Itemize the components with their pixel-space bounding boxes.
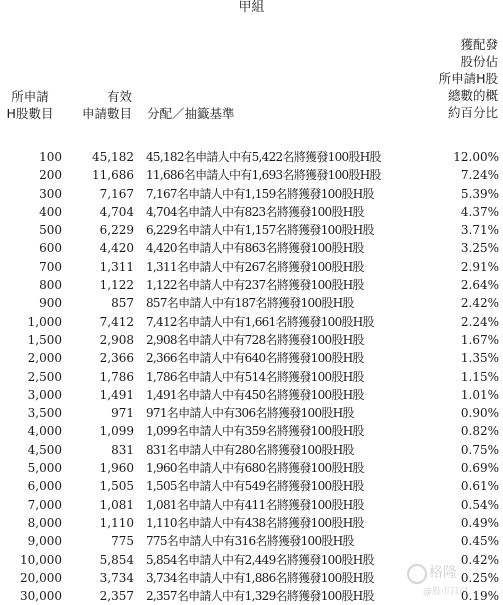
allocation-basis-cell: 6,229名申請人中有1,157名將獲發100股H股 [146, 223, 374, 238]
valid-applications-cell: 1,960 [99, 461, 134, 476]
table-row [0, 185, 503, 203]
watermark [405, 560, 503, 600]
allocation-basis-cell: 1,122名申請人中有237名將獲發100股H股 [146, 278, 364, 293]
table-row [0, 239, 503, 257]
allocation-basis-cell: 857名申請人中有187名將獲發100股H股 [146, 296, 354, 311]
valid-applications-cell: 775 [111, 534, 134, 549]
allocation-basis-cell: 11,686名申請人中有1,693名將獲發100股H股 [146, 168, 381, 183]
header-applied-shares: 所申請 H股數目 [6, 89, 54, 121]
applied-shares-cell: 6,000 [27, 479, 62, 494]
valid-applications-cell: 1,110 [99, 515, 134, 530]
table-row [0, 441, 503, 459]
header-allocation-percentage: 獲配發 股份佔 所申請H股 總數的概 約百分比 [438, 37, 498, 120]
allocation-basis-cell: 4,420名申請人中有863名將獲發100股H股 [146, 241, 364, 256]
allocation-basis-cell: 2,357名申請人中有1,329名將獲發100股H股 [146, 589, 374, 604]
valid-applications-cell: 1,491 [99, 387, 134, 402]
watermark-handle: @股市日记 [423, 587, 469, 597]
valid-applications-cell: 857 [111, 296, 134, 311]
applied-shares-cell: 7,000 [27, 497, 62, 512]
allocation-percentage-cell: 3.25% [460, 241, 499, 256]
valid-applications-cell: 3,734 [99, 570, 134, 585]
allocation-percentage-cell: 0.49% [460, 515, 499, 530]
allocation-percentage-cell: 5.39% [460, 186, 499, 201]
header-allocation-basis: 分配／抽籤基準 [147, 106, 235, 121]
allocation-basis-cell: 831名申請人中有280名將獲發100股H股 [146, 442, 354, 457]
applied-shares-cell: 2,000 [27, 351, 62, 366]
allocation-basis-cell: 1,491名申請人中有450名將獲發100股H股 [146, 387, 364, 402]
applied-shares-cell: 30,000 [20, 589, 62, 604]
valid-applications-cell: 7,167 [99, 186, 134, 201]
applied-shares-cell: 5,000 [27, 461, 62, 476]
table-row [0, 368, 503, 386]
allocation-percentage-cell: 0.45% [460, 534, 499, 549]
table-row [0, 496, 503, 514]
table-row [0, 331, 503, 349]
allocation-percentage-cell: 0.42% [460, 552, 499, 567]
allocation-basis-cell: 2,908名申請人中有728名將獲發100股H股 [146, 332, 364, 347]
table-row [0, 148, 503, 166]
applied-shares-cell: 3,500 [27, 406, 62, 421]
valid-applications-cell: 4,704 [99, 204, 134, 219]
allocation-percentage-cell: 2.24% [460, 314, 499, 329]
table-row [0, 221, 503, 239]
allocation-percentage-cell: 2.91% [460, 259, 499, 274]
table-row [0, 422, 503, 440]
allocation-percentage-cell: 0.90% [460, 406, 499, 421]
valid-applications-cell: 5,854 [99, 552, 134, 567]
table-row [0, 203, 503, 221]
valid-applications-cell: 4,420 [99, 241, 134, 256]
allocation-basis-cell: 1,081名申請人中有411名將獲發100股H股 [146, 497, 364, 512]
allocation-basis-cell: 1,960名申請人中有680名將獲發100股H股 [146, 461, 364, 476]
table-row [0, 404, 503, 422]
applied-shares-cell: 900 [39, 296, 62, 311]
table-row [0, 459, 503, 477]
applied-shares-cell: 2,500 [27, 369, 62, 384]
watermark-brand: 格隆 [429, 565, 457, 581]
valid-applications-cell: 2,366 [99, 351, 134, 366]
applied-shares-cell: 4,500 [27, 442, 62, 457]
applied-shares-cell: 100 [39, 150, 62, 164]
allocation-percentage-cell: 4.37% [460, 204, 499, 219]
allocation-basis-cell: 4,704名申請人中有823名將獲發100股H股 [146, 204, 364, 219]
allocation-percentage-cell: 2.42% [460, 296, 499, 311]
allocation-percentage-cell: 1.35% [460, 351, 499, 366]
allocation-basis-cell: 7,167名申請人中有1,159名將獲發100股H股 [146, 186, 374, 201]
allocation-basis-cell: 1,110名申請人中有438名將獲發100股H股 [146, 515, 364, 530]
table-row [0, 258, 503, 276]
allocation-percentage-cell: 1.01% [460, 387, 499, 402]
applied-shares-cell: 700 [39, 259, 62, 274]
applied-shares-cell: 20,000 [20, 570, 62, 585]
allocation-percentage-cell: 1.67% [460, 332, 499, 347]
applied-shares-cell: 200 [39, 168, 62, 183]
valid-applications-cell: 2,908 [99, 332, 134, 347]
valid-applications-cell: 1,122 [99, 278, 134, 293]
allocation-basis-cell: 1,786名申請人中有514名將獲發100股H股 [146, 369, 364, 384]
allocation-percentage-cell: 0.25% [460, 570, 499, 585]
allocation-basis-cell: 5,854名申請人中有2,449名將獲發100股H股 [146, 552, 374, 567]
allocation-percentage-cell: 0.69% [460, 461, 499, 476]
applied-shares-cell: 500 [39, 223, 62, 238]
allocation-basis-cell: 45,182名申請人中有5,422名將獲發100股H股 [146, 150, 381, 164]
allocation-basis-cell: 3,734名申請人中有1,886名將獲發100股H股 [146, 570, 374, 585]
valid-applications-cell: 831 [111, 442, 134, 457]
table-row [0, 294, 503, 312]
allocation-percentage-cell: 1.15% [460, 369, 499, 384]
applied-shares-cell: 800 [39, 278, 62, 293]
table-row [0, 386, 503, 404]
allocation-percentage-cell: 0.19% [460, 589, 499, 604]
valid-applications-cell: 1,081 [99, 497, 134, 512]
applied-shares-cell: 8,000 [27, 515, 62, 530]
allocation-percentage-cell: 12.00% [453, 150, 499, 164]
allocation-percentage-cell: 0.54% [460, 497, 499, 512]
applied-shares-cell: 400 [39, 204, 62, 219]
applied-shares-cell: 1,000 [27, 314, 62, 329]
allocation-basis-cell: 2,366名申請人中有640名將獲發100股H股 [146, 351, 364, 366]
allocation-percentage-cell: 0.82% [460, 424, 499, 439]
valid-applications-cell: 1,099 [99, 424, 134, 439]
allocation-basis-cell: 7,412名申請人中有1,661名將獲發100股H股 [146, 314, 374, 329]
allocation-basis-cell: 775名申請人中有316名將獲發100股H股 [146, 534, 354, 549]
table-row [0, 532, 503, 550]
applied-shares-cell: 1,500 [27, 332, 62, 347]
watermark-logo-icon [407, 564, 427, 584]
allocation-percentage-cell: 0.61% [460, 479, 499, 494]
allocation-percentage-cell: 7.24% [460, 168, 499, 183]
allocation-percentage-cell: 3.71% [460, 223, 499, 238]
table-row [0, 477, 503, 495]
allocation-basis-cell: 1,311名申請人中有267名將獲發100股H股 [146, 259, 364, 274]
applied-shares-cell: 10,000 [20, 552, 62, 567]
allocation-table-body [0, 148, 503, 605]
header-valid-applications: 有效 申請數目 [81, 89, 132, 121]
table-row [0, 313, 503, 331]
valid-applications-cell: 6,229 [99, 223, 134, 238]
valid-applications-cell: 45,182 [92, 150, 134, 164]
valid-applications-cell: 1,311 [99, 259, 134, 274]
group-title: 甲組 [238, 0, 265, 15]
table-row [0, 349, 503, 367]
applied-shares-cell: 9,000 [27, 534, 62, 549]
table-row [0, 166, 503, 184]
applied-shares-cell: 3,000 [27, 387, 62, 402]
allocation-basis-cell: 1,099名申請人中有359名將獲發100股H股 [146, 424, 364, 439]
allocation-basis-cell: 971名申請人中有306名將獲發100股H股 [146, 406, 354, 421]
valid-applications-cell: 971 [111, 406, 134, 421]
allocation-percentage-cell: 0.75% [460, 442, 499, 457]
applied-shares-cell: 300 [39, 186, 62, 201]
applied-shares-cell: 4,000 [27, 424, 62, 439]
table-row [0, 514, 503, 532]
valid-applications-cell: 7,412 [99, 314, 134, 329]
table-row [0, 276, 503, 294]
valid-applications-cell: 2,357 [99, 589, 134, 604]
valid-applications-cell: 11,686 [92, 168, 134, 183]
valid-applications-cell: 1,786 [99, 369, 134, 384]
applied-shares-cell: 600 [39, 241, 62, 256]
allocation-basis-cell: 1,505名申請人中有549名將獲發100股H股 [146, 479, 364, 494]
allocation-percentage-cell: 2.64% [460, 278, 499, 293]
valid-applications-cell: 1,505 [99, 479, 134, 494]
